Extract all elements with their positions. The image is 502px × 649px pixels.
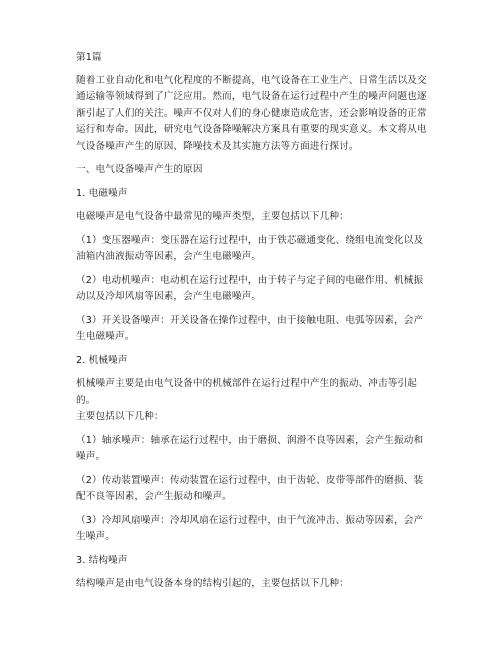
intro-paragraph xyxy=(76,73,436,156)
intro-line: 渐引起了人们的关注。噪声不仅对人们的身心健康造成危害，还会影响设备的正常 xyxy=(76,107,427,119)
list-item-line: （3）开关设备噪声：开关设备在操作过程中，由于接触电阻、电弧等因素，会产 xyxy=(76,314,424,326)
intro-line: 随着工业自动化和电气化程度的不断提高，电气设备在工业生产、日常生活以及交 xyxy=(76,74,427,86)
intro-line: 通运输等领域得到了广泛应用。然而，电气设备在运行过程中产生的噪声问题也逐 xyxy=(76,91,427,102)
description-line: 机械噪声主要是由电气设备中的机械部件在运行过程中产生的振动、冲击等引起的。 xyxy=(76,378,418,406)
subsection-description: 电磁噪声是电气设备中最常见的噪声类型，主要包括以下几种： xyxy=(76,211,349,222)
list-item-line: （1）变压器噪声：变压器在运行过程中，由于铁芯磁通变化、绕组电流变化以及 xyxy=(76,234,424,246)
subsection-title: 2. 机械噪声 xyxy=(76,354,128,366)
intro-line: 运行和寿命。因此，研究电气设备降噪解决方案具有重要的现实意义。本文将从电 xyxy=(76,124,427,135)
subsection-description: 结构噪声是由电气设备本身的结构引起的，主要包括以下几种： xyxy=(76,578,349,589)
list-item-line: 生噪声。 xyxy=(76,531,115,542)
list-item xyxy=(76,233,436,266)
list-item xyxy=(76,313,436,346)
list-item-line: 噪声。 xyxy=(76,451,106,462)
subsection-title: 3. 结构噪声 xyxy=(76,554,128,566)
subsection-title: 1. 电磁噪声 xyxy=(76,187,128,199)
list-item-line: （2）电动机噪声：电动机在运行过程中，由于转子与定子间的电磁作用、机械振 xyxy=(76,274,424,286)
list-item xyxy=(76,433,436,466)
list-item xyxy=(76,513,436,546)
document-heading: 第1篇 xyxy=(76,52,102,63)
list-item-line: （1）轴承噪声：轴承在运行过程中，由于磨损、润滑不良等因素，会产生振动和 xyxy=(76,434,424,446)
list-item xyxy=(76,273,436,306)
section-heading: 一、电气设备噪声产生的原因 xyxy=(76,164,203,175)
list-item-line: 生电磁噪声。 xyxy=(76,331,135,342)
description-line: 主要包括以下几种： xyxy=(76,411,164,422)
document-page xyxy=(76,50,436,593)
list-item-line: 动以及冷却风扇等因素，会产生电磁噪声。 xyxy=(76,291,262,302)
list-item-line: （3）冷却风扇噪声：冷却风扇在运行过程中，由于气流冲击、振动等因素，会产 xyxy=(76,514,424,526)
subsection-description xyxy=(76,376,436,426)
list-item-line: 油箱内油液振动等因素，会产生电磁噪声。 xyxy=(76,251,262,262)
list-item xyxy=(76,473,436,506)
intro-line: 气设备噪声产生的原因、降噪技术及其实施方法等方面进行探讨。 xyxy=(76,140,359,152)
list-item-line: 配不良等因素，会产生振动和噪声。 xyxy=(76,491,232,502)
list-item-line: （2）传动装置噪声：传动装置在运行过程中，由于齿轮、皮带等部件的磨损、装 xyxy=(76,474,424,486)
